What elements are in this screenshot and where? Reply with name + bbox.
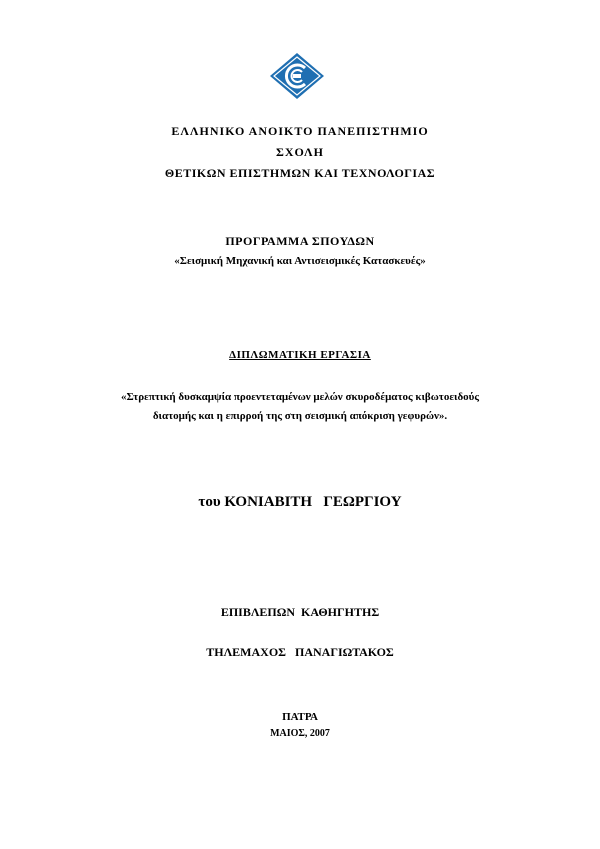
author-prefix: του [198, 494, 221, 510]
supervisor-label: ΕΠΙΒΛΕΠΩΝ ΚΑΘΗΓΗΤΗΣ [220, 605, 380, 619]
university-logo-icon [269, 52, 325, 100]
supervisor-name: ΤΗΛΕΜΑΧΟΣ ΠΑΝΑΓΙΩΤΑΚΟΣ [206, 645, 394, 659]
date: ΜΑΙΟΣ, 2007 [270, 728, 330, 739]
author-name: ΚΟΝΙΑΒΙΤΗ ΓΕΩΡΓΙΟΥ [224, 494, 402, 510]
program-name: «Σεισμική Μηχανική και Αντισεισμικές Κατασκευές» [174, 255, 426, 267]
thesis-type: ΔΙΠΛΩΜΑΤΙΚΗ ΕΡΓΑΣΙΑ [229, 349, 371, 361]
city: ΠΑΤΡΑ [282, 711, 318, 723]
thesis-title-line1: «Στρεπτική δυσκαμψία προεντεταμένων μελών σκυροδέματος κιβωτοειδούς [121, 391, 479, 403]
author-line [0, 494, 600, 511]
program-label: ΠΡΟΓΡΑΜΜΑ ΣΠΟΥΔΩΝ [225, 234, 375, 248]
university-name: ΕΛΛΗΝΙΚΟ ΑΝΟΙΚΤΟ ΠΑΝΕΠΙΣΤΗΜΙΟ [171, 124, 429, 138]
thesis-title-line2: διατομής και η επιρροή της στη σεισμική απόκριση γεφυρών». [152, 410, 448, 422]
school-label: ΣΧΟΛΗ [276, 145, 324, 159]
school-name: ΘΕΤΙΚΩΝ ΕΠΙΣΤΗΜΩΝ ΚΑΙ ΤΕΧΝΟΛΟΓΙΑΣ [164, 166, 436, 180]
